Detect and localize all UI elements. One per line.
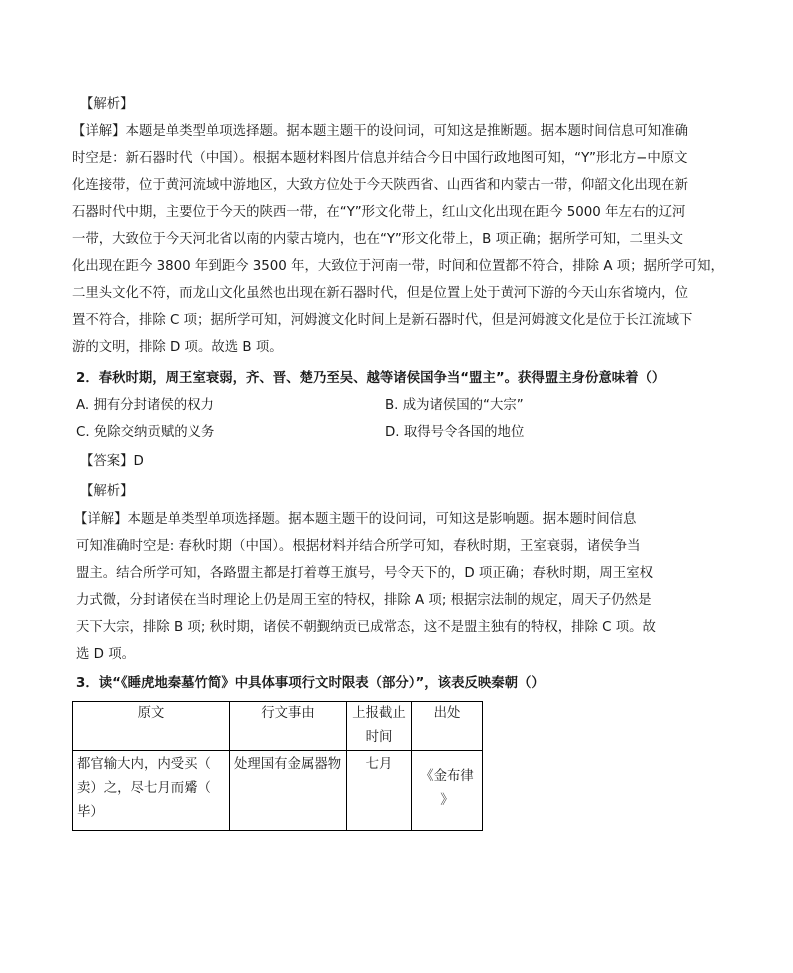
analysis-label-1: 【解析】 [80, 97, 134, 112]
table-header-cell: 原文 [73, 702, 230, 751]
analysis-line: 盟主。结合所学可知，各路盟主都是打着尊王旗号，号令天下的，D 项正确；春秋时期，周王室权 [76, 566, 653, 581]
table-header-cell: 上报截止 时间 [347, 702, 412, 751]
analysis-line: 可知准确时空是: 春秋时期（中国）。根据材料并结合所学可知，春秋时期，王室衰弱，诸侯争当 [76, 539, 641, 554]
time-limit-table [72, 701, 483, 831]
option-a: A. 拥有分封诸侯的权力 [76, 398, 214, 413]
analysis-line: 石器时代中期，主要位于今天的陕西一带，在“Y”形文化带上，红山文化出现在距今 5000 年左右的辽河 [72, 205, 686, 220]
analysis-line: 游的文明，排除 D 项。故选 B 项。 [72, 340, 283, 355]
table-row [73, 751, 483, 831]
analysis-line: 化连接带，位于黄河流域中游地区，大致方位处于今天陕西省、山西省和内蒙古一带，仰韶文化出现在新 [72, 178, 688, 193]
table-cell: 七月 [347, 751, 412, 831]
analysis-line: 天下大宗，排除 B 项; 秋时期，诸侯不朝觐纳贡已成常态，这不是盟主独有的特权，排除 C 项。故 [76, 620, 656, 635]
analysis-line: 【详解】本题是单类型单项选择题。据本题主题干的设问词，可知这是推断题。据本题时间信息可知准确 [72, 124, 688, 139]
analysis-line: 化出现在距今 3800 年到距今 3500 年，大致位于河南一带，时间和位置都不符合，排除 A 项；据所学可知， [72, 259, 724, 274]
question-3-stem: 3．读“《睡虎地秦墓竹简》中具体事项行文时限表（部分）”，该表反映秦朝（） [76, 676, 545, 691]
table-header-row [73, 702, 483, 751]
table-header-cell: 出处 [412, 702, 483, 751]
answer-label: 【答案】D [80, 454, 144, 469]
table-cell: 都官输大内，内受买（ 卖）之，尽七月而觱（ 毕） [73, 751, 230, 831]
analysis-label-2: 【解析】 [80, 484, 134, 499]
analysis-line: 一带，大致位于今天河北省以南的内蒙古境内，也在“Y”形文化带上，B 项正确；据所学可知，二里头文 [72, 232, 684, 247]
table-cell: 《金布律 》 [412, 751, 483, 831]
option-d: D. 取得号令各国的地位 [385, 425, 525, 440]
table-header-cell: 行文事由 [230, 702, 347, 751]
analysis-line: 力式微，分封诸侯在当时理论上仍是周王室的特权，排除 A 项; 根据宗法制的规定，周天子仍然是 [76, 593, 652, 608]
option-c: C. 免除交纳贡赋的义务 [76, 425, 215, 440]
analysis-line: 二里头文化不符，而龙山文化虽然也出现在新石器时代，但是位置上处于黄河下游的今天山东省境内，位 [72, 286, 688, 301]
option-b: B. 成为诸侯国的“大宗” [385, 398, 524, 413]
analysis-line: 【详解】本题是单类型单项选择题。据本题主题干的设问词，可知这是影响题。据本题时间信息 [74, 512, 637, 527]
analysis-line: 选 D 项。 [76, 647, 135, 662]
question-2-stem: 2．春秋时期，周王室衰弱，齐、晋、楚乃至吴、越等诸侯国争当“盟主”。获得盟主身份意味着（） [76, 371, 666, 386]
analysis-line: 置不符合，排除 C 项；据所学可知，河姆渡文化时间上是新石器时代，但是河姆渡文化是位于长江流域下 [72, 313, 693, 328]
table-cell: 处理国有金属器物 [230, 751, 347, 831]
analysis-line: 时空是：新石器时代（中国）。根据本题材料图片信息并结合今日中国行政地图可知，“Y”形北方−中原文 [72, 151, 688, 166]
